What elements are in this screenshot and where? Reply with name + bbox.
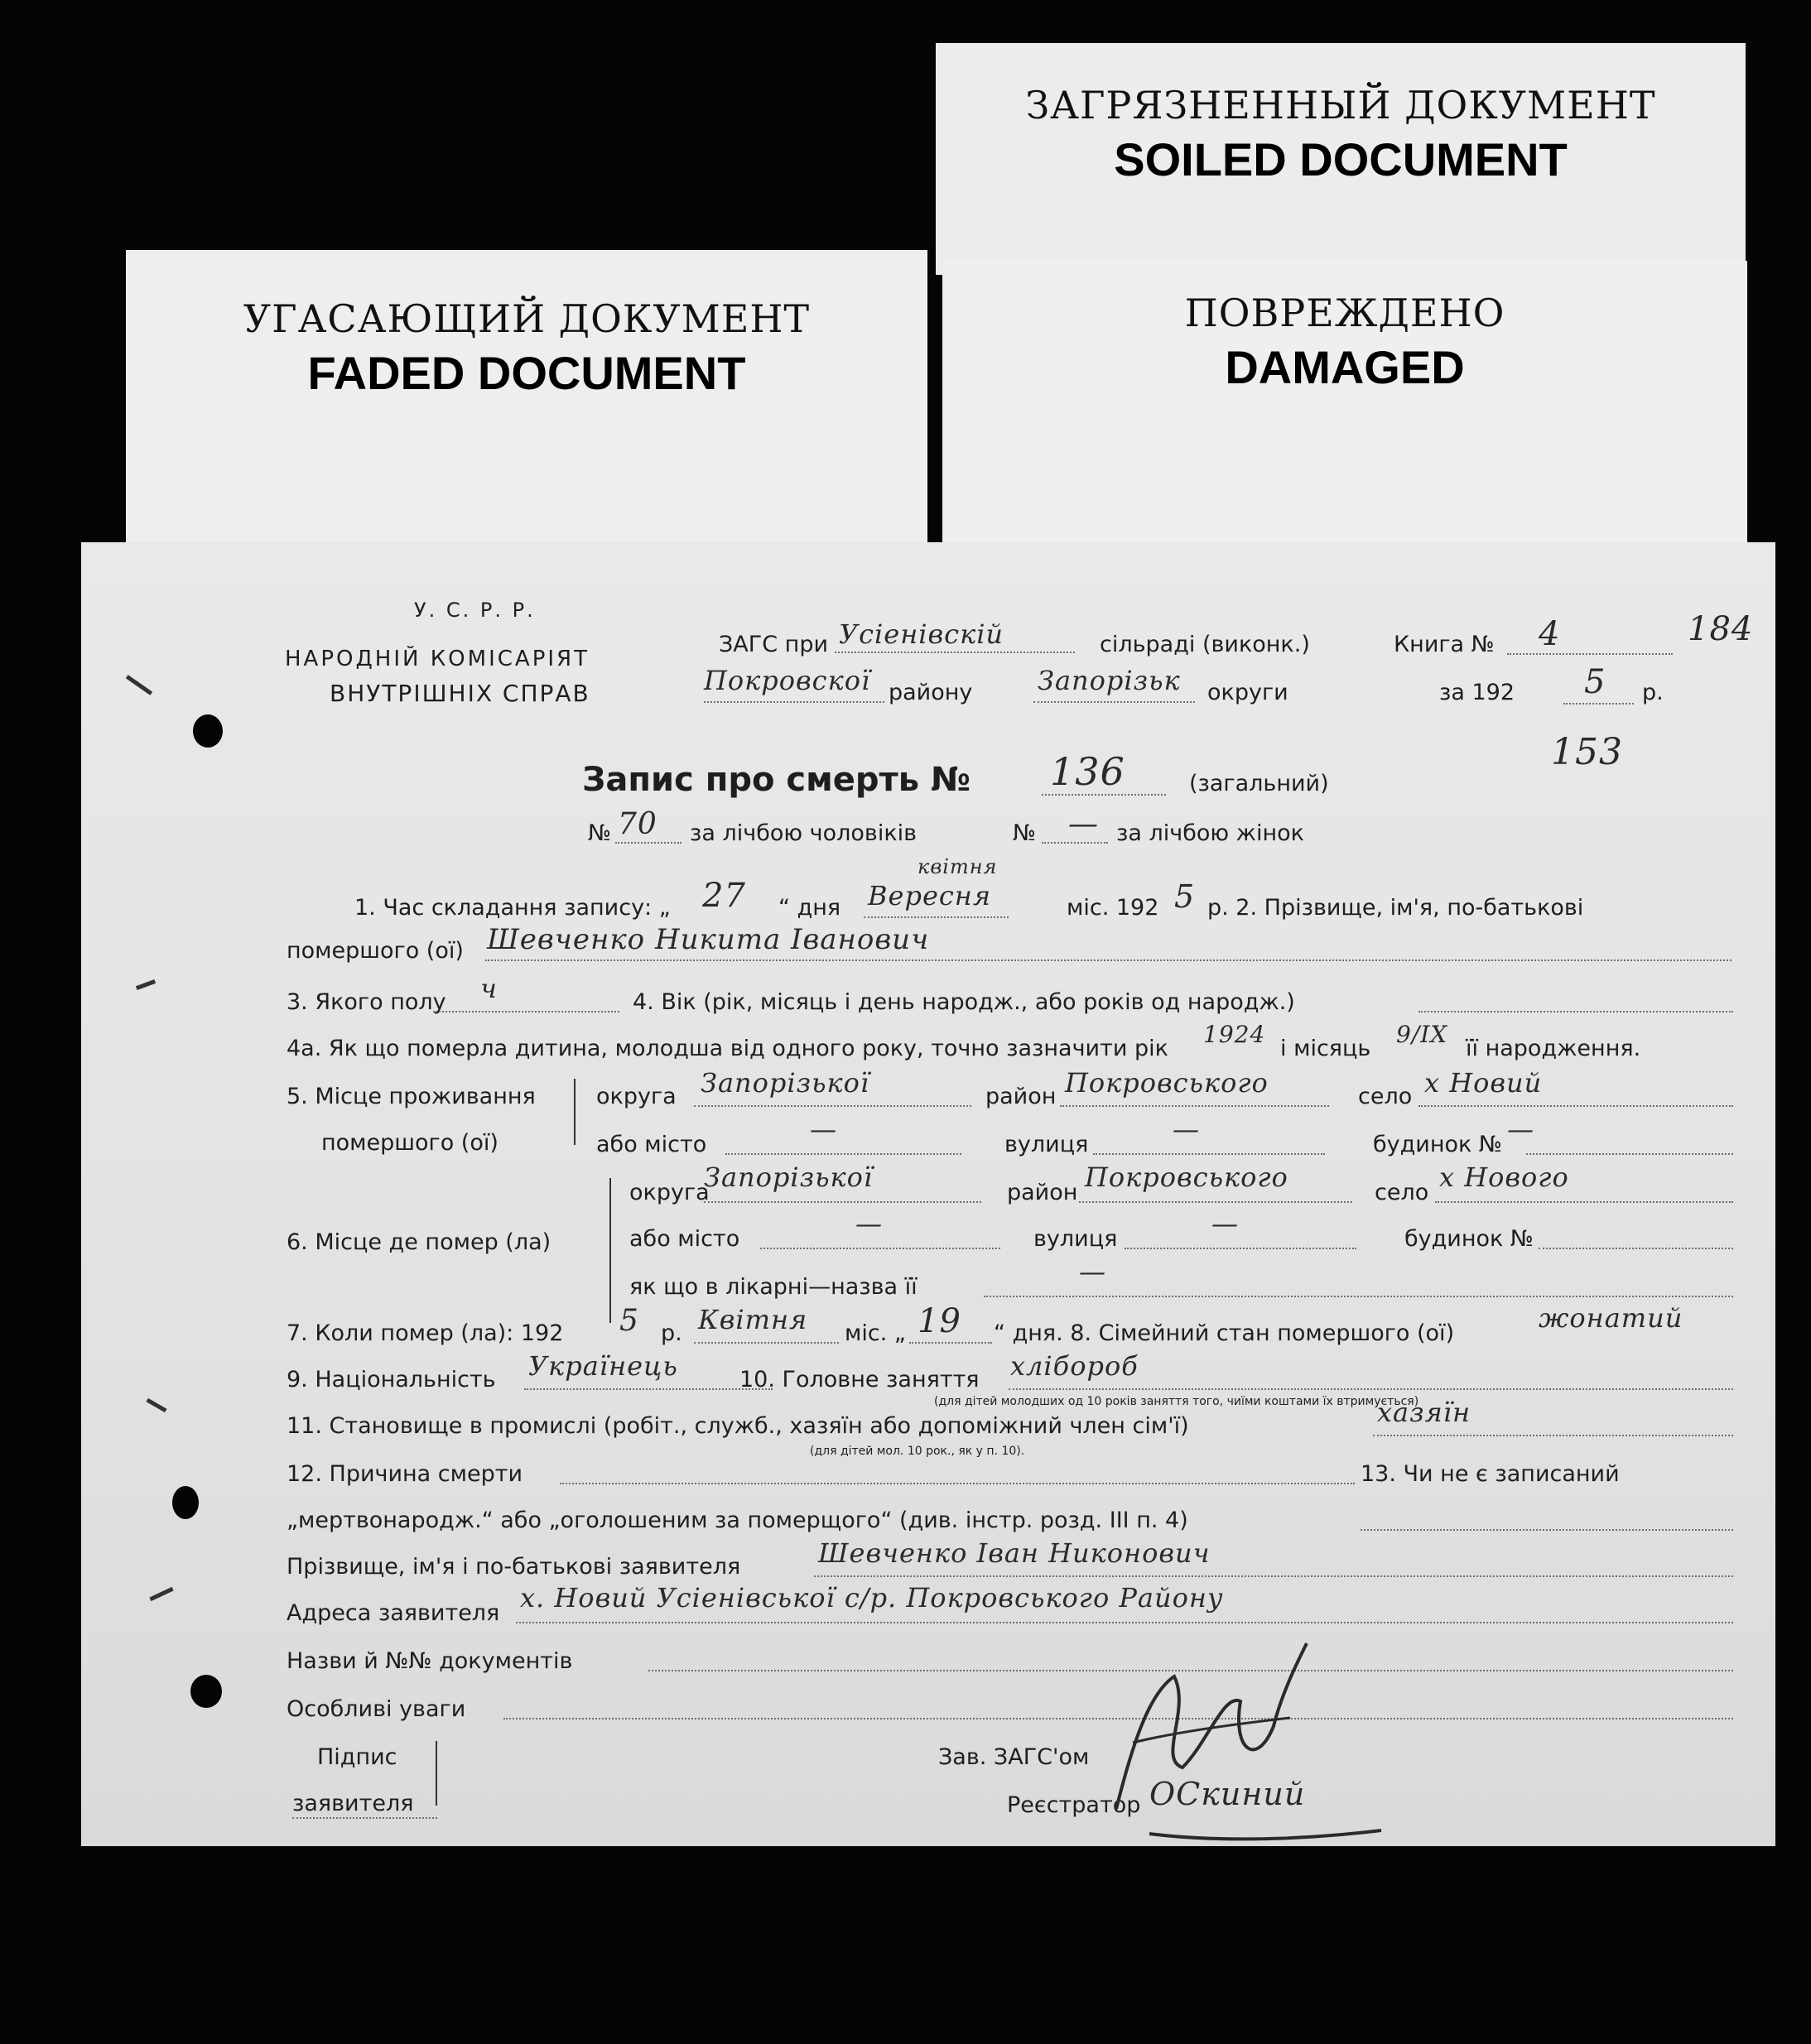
dotted-line — [1418, 1011, 1733, 1012]
dotted-line — [516, 1622, 1733, 1623]
residence-selo-label: село — [1358, 1084, 1413, 1109]
death-year-handwritten: 5 — [619, 1304, 639, 1338]
field-6-label: 6. Місце де помер (ла) — [287, 1229, 551, 1255]
field-3-label: 3. Якого полу — [287, 989, 446, 1015]
dotted-line — [984, 1296, 1733, 1297]
year-label: за 192 — [1439, 680, 1515, 705]
nationality-handwritten: Українець — [528, 1350, 678, 1382]
year-handwritten: 5 — [1584, 663, 1606, 701]
dotted-line — [1361, 1529, 1733, 1531]
residence-okruga-handwritten: Запорізької — [701, 1067, 870, 1099]
signature-stroke — [1116, 1643, 1307, 1809]
death-house-label: будинок № — [1404, 1226, 1534, 1252]
death-street-label: вулиця — [1033, 1226, 1118, 1252]
damage-mark — [149, 1587, 173, 1601]
okrug-handwritten: Запорізьк — [1038, 665, 1181, 696]
deceased-name-handwritten: Шевченко Никита Іванович — [487, 923, 930, 956]
field-9-label: 9. Національність — [287, 1367, 496, 1392]
zags-head-signature — [1100, 1643, 1315, 1834]
notes-label: Особливі уваги — [287, 1696, 466, 1722]
record-title: Запис про смерть № — [582, 761, 971, 799]
dotted-line — [615, 842, 682, 844]
bracket — [574, 1079, 576, 1145]
field-12-label: 12. Причина смерти — [287, 1461, 523, 1487]
record-day-handwritten: 27 — [702, 877, 746, 915]
signature-stroke — [1149, 1830, 1381, 1839]
women-no-label: № — [1013, 820, 1037, 846]
dotted-line — [292, 1817, 437, 1819]
industry-status-handwritten: хазяїн — [1377, 1397, 1471, 1428]
dotted-line — [835, 652, 1075, 653]
residence-raion-handwritten: Покровського — [1065, 1067, 1269, 1099]
damaged-document-label — [942, 261, 1747, 555]
hospital-label: як що в лікарні—назва її — [629, 1274, 918, 1300]
men-no-label: № — [588, 820, 612, 846]
dotted-line — [694, 1105, 971, 1107]
dotted-line — [524, 1388, 773, 1390]
damage-mark — [146, 1398, 166, 1412]
industry-note: (для дітей мол. 10 рок., як у п. 10). — [810, 1445, 1025, 1458]
residence-okruga-label: округа — [596, 1084, 677, 1109]
zags-head-label: Зав. ЗАГС'ом — [938, 1744, 1090, 1770]
dotted-line — [704, 1201, 981, 1203]
death-okruga-label: округа — [629, 1180, 710, 1205]
sex-handwritten: ч — [480, 973, 498, 1004]
zags-label: ЗАГС при — [719, 632, 829, 657]
field-4a-label: 4а. Як що померла дитина, молодша від одного року, точно зазначити рік — [287, 1036, 1168, 1061]
dotted-line — [1042, 794, 1166, 796]
dotted-line — [1093, 1153, 1325, 1155]
dotted-line — [909, 1342, 992, 1344]
occupation-note: (для дітей молодших од 10 років заняття того, чиїми коштами їх втримується) — [934, 1395, 1419, 1408]
death-okruga-handwritten: Запорізької — [704, 1161, 874, 1193]
faded-document-label — [126, 250, 927, 548]
dotted-line — [1507, 653, 1673, 655]
field-13-label: 13. Чи не є записаний — [1361, 1461, 1620, 1487]
silradi-label: сільраді (виконк.) — [1100, 632, 1310, 657]
book-number-label: Книга № — [1394, 632, 1495, 657]
women-count-label: за лічбою жінок — [1116, 820, 1304, 846]
dotted-line — [1009, 1388, 1733, 1390]
dotted-line — [1060, 1105, 1329, 1107]
raionu-label: району — [889, 680, 973, 705]
field-4a-tail-label: її народження. — [1466, 1036, 1641, 1061]
dotted-line — [433, 1011, 619, 1012]
punch-hole — [190, 1675, 222, 1708]
women-no-handwritten: — — [1068, 807, 1099, 841]
okrugy-label: округи — [1207, 680, 1288, 705]
bracket — [436, 1741, 437, 1806]
applicant-address-handwritten: х. Новий Усіенівської с/р. Покровського Району — [520, 1582, 1224, 1614]
village-council-handwritten: Усіенівскій — [839, 618, 1004, 650]
birth-month-handwritten: 9/IX — [1396, 1021, 1448, 1048]
death-street-handwritten: — — [1211, 1208, 1239, 1239]
dotted-line — [560, 1483, 1355, 1484]
field-13-continued: „мертвонародж.“ або „оголошеним за померщого“ (див. інстр. розд. III п. 4) — [287, 1508, 1188, 1533]
field-10-label: 10. Головне заняття — [739, 1367, 980, 1392]
punch-hole — [193, 714, 223, 748]
death-selo-handwritten: х Нового — [1439, 1161, 1569, 1193]
residence-raion-label: район — [985, 1084, 1057, 1109]
soiled-label-ru: ЗАГРЯЗНЕННЫЙ ДОКУМЕНТ — [1025, 83, 1656, 127]
field-2-label: р. 2. Прізвище, ім'я, по-батькові — [1207, 895, 1584, 921]
field-4-label: 4. Вік (рік, місяць і день народж., або років од народж.) — [633, 989, 1295, 1015]
field-1-day-label: “ дня — [778, 895, 841, 921]
men-no-handwritten: 70 — [618, 807, 657, 841]
dotted-line — [1079, 1201, 1352, 1203]
field-7-label: 7. Коли помер (ла): 192 — [287, 1320, 564, 1346]
soiled-document-label — [936, 43, 1746, 275]
documents-label: Назви й №№ документів — [287, 1648, 573, 1674]
record-number-handwritten: 136 — [1050, 749, 1125, 794]
registrar-signature-underline — [1149, 1824, 1398, 1849]
death-city-handwritten: — — [855, 1208, 883, 1239]
dotted-line — [1373, 1435, 1733, 1436]
death-year-r-label: р. — [661, 1320, 682, 1346]
men-count-label: за лічбою чоловіків — [690, 820, 918, 846]
residence-city-handwritten: — — [810, 1113, 837, 1145]
dotted-line — [1033, 701, 1195, 703]
dotted-line — [1042, 842, 1108, 844]
soiled-label-en: SOILED DOCUMENT — [1114, 133, 1568, 185]
usrr-heading: У. С. Р. Р. — [414, 599, 536, 622]
residence-city-label: або місто — [596, 1132, 707, 1157]
record-month-handwritten: Вересня — [868, 880, 992, 911]
dotted-line — [1539, 1248, 1733, 1249]
applicant-signature-label-2: заявителя — [292, 1791, 414, 1816]
applicant-signature-label: Підпис — [317, 1744, 397, 1770]
dotted-line — [1526, 1153, 1733, 1155]
dotted-line — [760, 1248, 1000, 1249]
residence-street-label: вулиця — [1004, 1132, 1089, 1157]
hospital-handwritten: — — [1079, 1256, 1106, 1287]
death-raion-label: район — [1007, 1180, 1078, 1205]
dotted-line — [694, 1342, 839, 1344]
applicant-name-label: Прізвище, ім'я і по-батькові заявителя — [287, 1554, 741, 1580]
faded-label-en: FADED DOCUMENT — [307, 347, 746, 399]
field-11-label: 11. Становище в промислі (робіт., служб., хазяїн або допоміжний член сім'ї) — [287, 1413, 1189, 1439]
record-month-over-handwritten: квітня — [918, 855, 998, 878]
general-label: (загальний) — [1189, 771, 1329, 796]
field-5-label: 5. Місце проживання — [287, 1084, 536, 1109]
damage-mark — [126, 675, 152, 695]
faded-label-ru: УГАСАЮЩИЙ ДОКУМЕНТ — [243, 296, 811, 341]
bracket — [609, 1178, 611, 1323]
death-selo-label: село — [1375, 1180, 1429, 1205]
applicant-name-handwritten: Шевченко Іван Никонович — [818, 1537, 1211, 1569]
deceased-label: помершого (ої) — [287, 938, 464, 964]
year-r-label: р. — [1642, 680, 1664, 705]
death-day-handwritten: 19 — [918, 1302, 961, 1340]
corner-number-handwritten: 153 — [1551, 731, 1623, 773]
record-year-handwritten: 5 — [1174, 878, 1196, 915]
book-number-handwritten: 4 — [1539, 615, 1561, 653]
marital-status-handwritten: жонатий — [1539, 1302, 1683, 1334]
residence-selo-handwritten: х Новий — [1424, 1067, 1543, 1099]
book-extra-handwritten: 184 — [1688, 610, 1754, 648]
death-month-handwritten: Квітня — [698, 1304, 808, 1335]
dotted-line — [814, 1575, 1733, 1577]
dotted-line — [1435, 1201, 1733, 1203]
registrar-label: Реєстратор — [1007, 1792, 1141, 1818]
dotted-line — [1125, 1248, 1356, 1249]
residence-street-handwritten: — — [1173, 1113, 1200, 1145]
dotted-line — [864, 916, 1009, 918]
field-4a-month-label: і місяць — [1280, 1036, 1371, 1061]
death-city-label: або місто — [629, 1226, 740, 1252]
field-1-month-label: міс. 192 — [1067, 895, 1159, 921]
birth-year-handwritten: 1924 — [1203, 1021, 1266, 1048]
damaged-label-ru: ПОВРЕЖДЕНО — [1184, 291, 1505, 335]
dotted-line — [704, 701, 884, 703]
dotted-line — [725, 1153, 961, 1155]
field-1-label: 1. Час складання запису: „ — [354, 895, 671, 921]
death-month-label: міс. „ — [845, 1320, 906, 1346]
dotted-line — [485, 959, 1732, 961]
death-raion-handwritten: Покровського — [1085, 1161, 1288, 1193]
raion-handwritten: Покровскої — [704, 665, 871, 696]
dotted-line — [1563, 703, 1634, 705]
occupation-handwritten: хлібороб — [1010, 1350, 1139, 1382]
damage-mark — [136, 979, 156, 990]
punch-hole — [172, 1486, 199, 1519]
field-8-label: “ дня. 8. Сімейний стан помершого (ої) — [994, 1320, 1455, 1346]
dotted-line — [1418, 1105, 1733, 1107]
internal-affairs-heading: ВНУТРІШНІХ СПРАВ — [330, 680, 590, 707]
residence-house-label: будинок № — [1373, 1132, 1502, 1157]
field-5-deceased-label: помершого (ої) — [321, 1130, 499, 1156]
damaged-label-en: DAMAGED — [1225, 341, 1465, 393]
commissariat-heading: НАРОДНІЙ КОМІСАРІЯТ — [285, 647, 590, 671]
applicant-address-label: Адреса заявителя — [287, 1600, 500, 1626]
residence-house-handwritten: — — [1507, 1113, 1534, 1145]
registrar-name-handwritten: ОСкиний — [1149, 1776, 1306, 1812]
death-record-form — [81, 542, 1775, 1846]
